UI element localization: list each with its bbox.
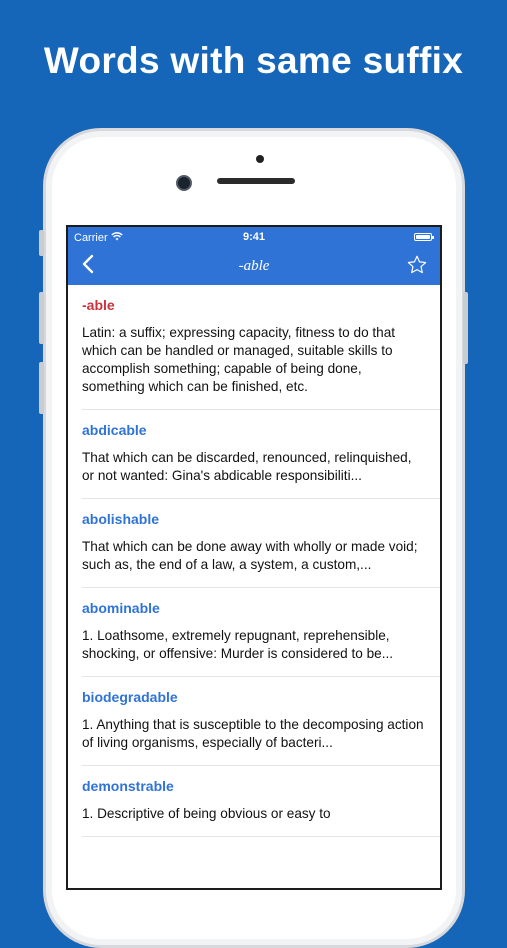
list-item[interactable] (82, 588, 440, 677)
entry-definition: 1. Descriptive of being obvious or easy to (82, 806, 331, 821)
entry-definition: 1. Anything that is susceptible to the decomposing action of living organisms, especially of bacteri... (82, 717, 424, 750)
entry-term: -able (82, 297, 115, 313)
earpiece-speaker (217, 178, 295, 184)
entry-definition: 1. Loathsome, extremely repugnant, reprehensible, shocking, or offensive: Murder is considered to be... (82, 628, 394, 661)
entry-definition: Latin: a suffix; expressing capacity, fitness to do that which can be handled or managed, suitable skills to accomplish something; capable of being done, something which can be finished, etc. (82, 325, 396, 394)
headline: Words with same suffix (43, 40, 464, 81)
status-time: 9:41 (242, 231, 266, 243)
entry-definition: That which can be discarded, renounced, relinquished, or not wanted: Gina's abdicable responsibiliti... (82, 450, 412, 483)
entry-term: abolishable (82, 511, 160, 527)
nav-title: -able (238, 258, 270, 274)
navigation-bar (68, 227, 440, 285)
word-list (68, 285, 440, 888)
back-button[interactable] (78, 255, 98, 277)
list-item[interactable] (82, 677, 440, 766)
list-item[interactable] (82, 766, 440, 837)
power-button (463, 292, 468, 364)
mute-switch (39, 230, 44, 256)
entry-term: abdicable (82, 422, 147, 438)
app-screen (66, 225, 442, 890)
entry-definition: That which can be done away with wholly or made void; such as, the end of a law, a system, a custom,... (82, 539, 418, 572)
list-item[interactable] (82, 499, 440, 588)
status-bar (68, 227, 440, 247)
entry-term: demonstrable (82, 778, 174, 794)
volume-down-button (39, 362, 44, 414)
proximity-sensor (256, 155, 264, 163)
favorite-button[interactable] (406, 254, 430, 278)
chevron-left-icon (82, 254, 94, 279)
battery-icon (414, 233, 432, 241)
list-item[interactable] (82, 410, 440, 499)
star-outline-icon (406, 263, 428, 280)
volume-up-button (39, 292, 44, 344)
carrier-label: Carrier (74, 232, 108, 244)
entry-term: abominable (82, 600, 160, 616)
list-item[interactable] (82, 285, 440, 410)
entry-term: biodegradable (82, 689, 178, 705)
front-camera (176, 175, 192, 191)
